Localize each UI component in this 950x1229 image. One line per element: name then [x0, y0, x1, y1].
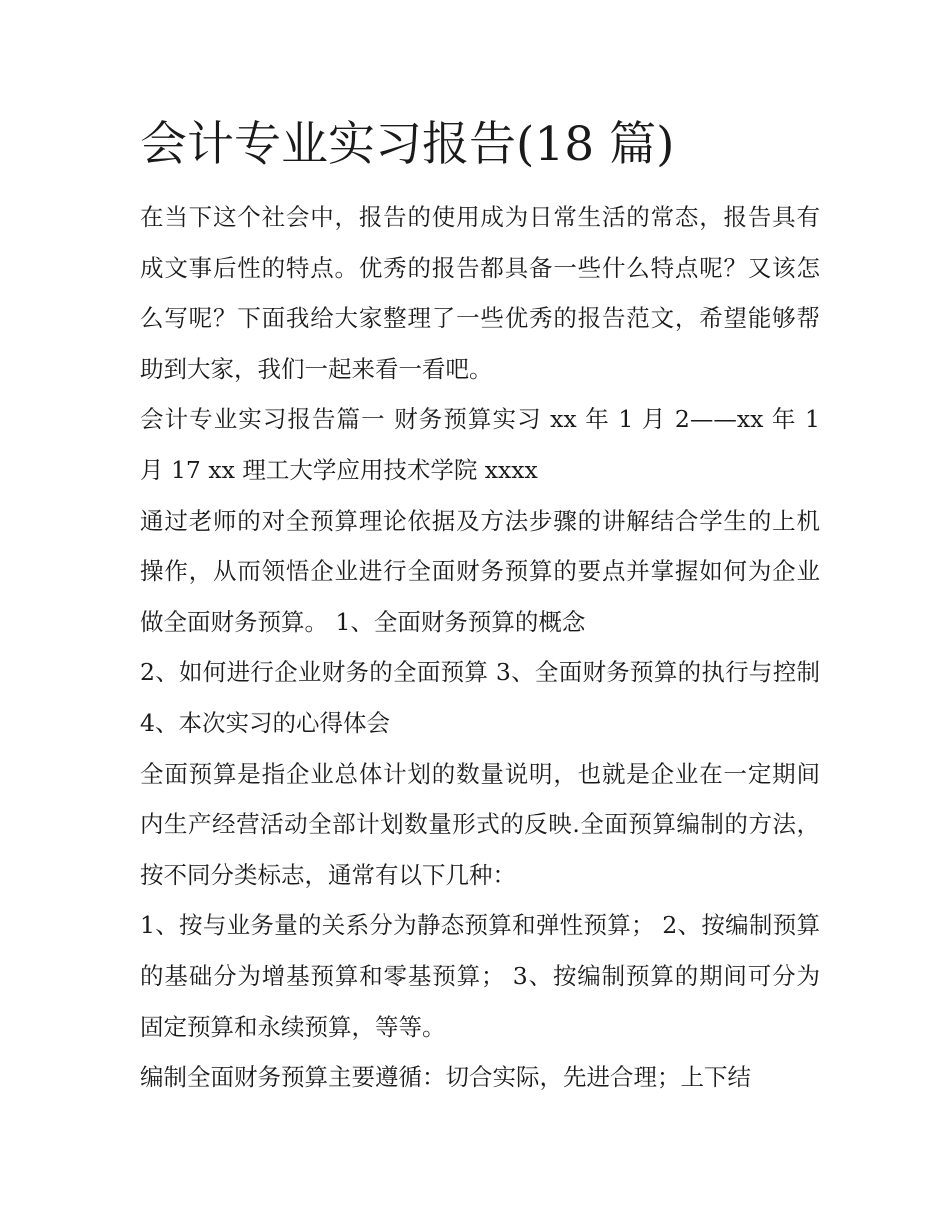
document-title: 会计专业实习报告(18 篇) [140, 117, 675, 172]
paragraph-intro: 在当下这个社会中，报告的使用成为日常生活的常态，报告具有成文事后性的特点。优秀的报告都具备一些什么特点呢？又该怎么写呢？下面我给大家整理了一些优秀的报告范文，希望能够帮助到大家，我们一起来看一看吧。 [140, 203, 820, 383]
paragraph-definition: 全面预算是指企业总体计划的数量说明，也就是企业在一定期间内生产经营活动全部计划数量形式的反映.全面预算编制的方法，按不同分类标志，通常有以下几种： [140, 759, 820, 889]
document-page [140, 112, 820, 1103]
paragraph-purpose: 通过老师的对全预算理论依据及方法步骤的讲解结合学生的上机操作，从而领悟企业进行全面财务预算的要点并掌握如何为企业做全面财务预算。 1、全面财务预算的概念 [140, 506, 820, 636]
paragraph-internship-info: 会计专业实习报告篇一 财务预算实习 xx 年 1 月 2——xx 年 1 月 17 xx 理工大学应用技术学院 xxxx [140, 405, 820, 484]
paragraph-methods: 1、按与业务量的关系分为静态预算和弹性预算； 2、按编制预算的基础分为增基预算和零基预算； 3、按编制预算的期间可分为固定预算和永续预算，等等。 [140, 911, 820, 1041]
paragraph-contents: 2、如何进行企业财务的全面预算 3、全面财务预算的执行与控制 4、本次实习的心得体会 [140, 658, 820, 737]
paragraph-principles: 编制全面财务预算主要遵循：切合实际，先进合理；上下结 [140, 1063, 751, 1092]
